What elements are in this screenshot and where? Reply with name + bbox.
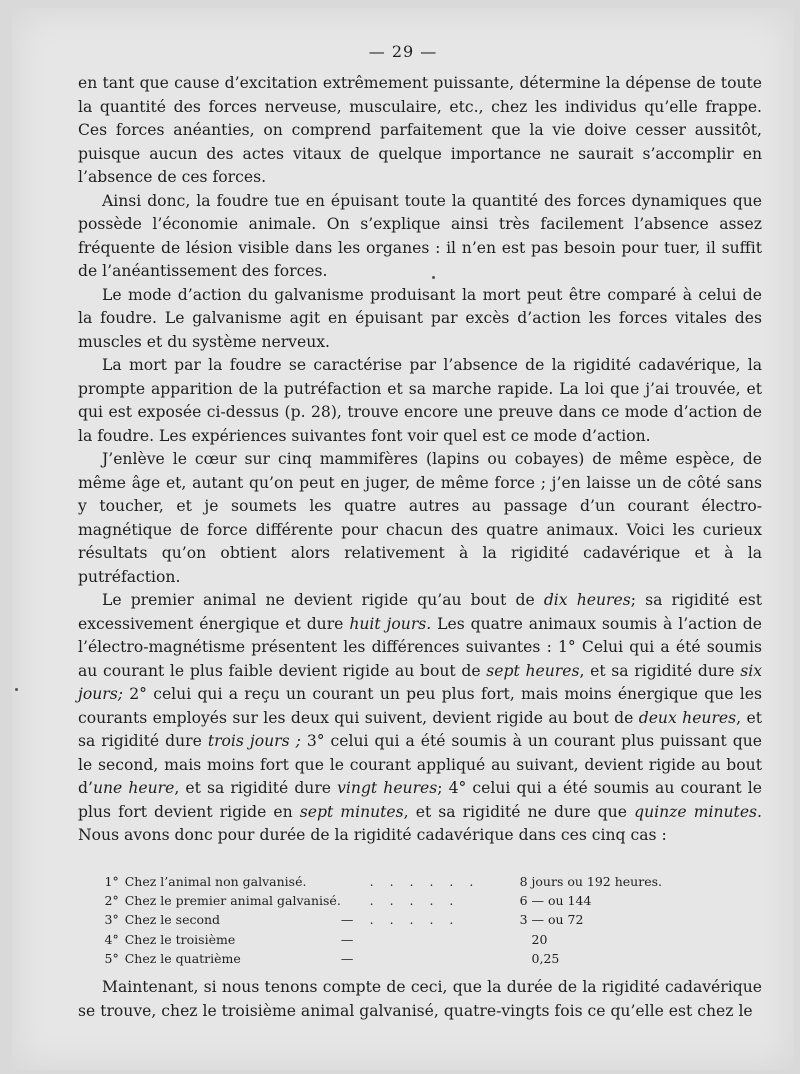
italic-run: sept minutes [299, 802, 404, 821]
italic-run: quinze minutes. [634, 802, 763, 821]
table-row [102, 872, 662, 891]
text-run: , et sa rigidité dure [579, 661, 741, 680]
row-unit: 20 [531, 931, 548, 947]
row-dash: — [340, 950, 354, 966]
table-row [102, 930, 662, 949]
row-subject: Chez le premier animal galvanisé. [124, 893, 341, 909]
book-page [12, 8, 794, 1070]
row-value: 6 [519, 893, 528, 909]
paragraph-2: Ainsi donc, la foudre tue en épuisant toute la quantité des forces dynamiques que possède l’économie animale. On s’explique ainsi très facilement l’absence assez fréquente de lésion visible dans les organes : il n’en est pas besoin pour tuer, il suffit de l’anéantissement des forces. [78, 191, 762, 280]
row-leader-dots: . . . . . [369, 912, 460, 928]
page-body [78, 72, 762, 848]
italic-run: sept heures [486, 661, 580, 680]
text-run: 3° celui qui a été soumis à un courant plus puissant que le second, mais moins fort que le courant appliqué au suivant, devient rigide au bout d’ [78, 732, 762, 797]
table-row [102, 891, 662, 910]
print-speck [15, 688, 18, 691]
page-tail [78, 976, 762, 1023]
row-leader-dots [370, 949, 515, 968]
table-row [102, 949, 662, 968]
text-run: , et sa rigidité dure [174, 779, 338, 797]
row-dash: — [340, 912, 354, 928]
print-speck [432, 276, 435, 279]
row-dash: — [340, 931, 354, 947]
row-leader-dots: . . . . . . [369, 874, 480, 889]
row-subject: Chez l’animal non galvanisé. [124, 874, 307, 889]
table-row [102, 910, 662, 929]
row-subject: Chez le troisième [124, 931, 236, 947]
row-unit: jours ou 192 heures. [531, 874, 662, 889]
paragraph-6 [78, 589, 762, 848]
text-run: Nous avons donc pour durée de la rigidité cadavérique dans ces cinq cas : [78, 826, 667, 844]
row-value: 3 [519, 912, 528, 928]
paragraph-3: Le mode d’action du galvanisme produisant la mort peut être comparé à celui de la foudre. Le galvanisme agit en épuisant par excès d’action les forces vitales des muscles et du système nerveux. [78, 285, 762, 351]
text-run: , et sa rigidité ne dure que [403, 802, 635, 821]
italic-run: dix heures [543, 591, 631, 609]
row-value [514, 930, 527, 949]
italic-run: huit jours. [349, 614, 432, 633]
row-subject: Chez le second [124, 912, 221, 928]
row-leader-dots [370, 930, 515, 949]
row-unit: — ou 144 [531, 893, 592, 909]
text-run: Les quatre animaux soumis à l’action de l’électro-magnétisme présentent les différences suivantes : 1° Celui qui a été soumis au courant le plus faible devient rigide au bout de [78, 614, 762, 680]
rigidity-duration-table [102, 872, 662, 968]
italic-run: deux heures [638, 708, 737, 727]
text-run: ; 4° celui qui a été soumis au courant le plus fort devient rigide en [78, 779, 762, 821]
italic-run: trois jours ; [207, 732, 301, 750]
text-run: ; sa rigidité est excessivement énergique et dure [78, 591, 762, 633]
row-dash [341, 872, 370, 891]
row-unit: 0,25 [531, 950, 560, 966]
paragraph-1: en tant que cause d’excitation extrêmement puissante, détermine la dépense de toute la quantité des forces nerveuse, musculaire, etc., chez les individus qu’elle frappe. Ces forces anéanties, on comprend parfaitement que la vie doive cesser aussitôt, puisque aucun des actes vitaux de quelque importance ne saurait s’accomplir en l’absence de ces forces. [78, 74, 762, 186]
paragraph-4: La mort par la foudre se caractérise par l’absence de la rigidité cadavérique, la prompte apparition de la putréfaction et sa marche rapide. La loi que j’ai trouvée, et qui est exposée ci-dessus (p. 28), trouve encore une preuve dans ce mode d’action de la foudre. Les expériences suivantes font voir quel est ce mode d’action. [78, 356, 762, 445]
row-value: 8 [519, 874, 528, 889]
italic-run: une heure [92, 779, 175, 797]
row-number: 2° [104, 893, 119, 909]
text-run: 2° celui qui a reçu un courant un peu plus fort, mais moins énergique que les courants employés sur les deux qui suivent, devient rigide au bout de [78, 685, 762, 727]
row-leader-dots: . . . . . [369, 893, 460, 909]
row-subject: Chez le quatrième [124, 950, 241, 966]
row-number: 3° [104, 912, 119, 928]
row-unit: — ou 72 [531, 912, 584, 928]
row-number: 4° [104, 931, 119, 947]
row-value [514, 949, 527, 968]
paragraph-5: J’enlève le cœur sur cinq mammifères (lapins ou cobayes) de même espèce, de même âge et, autant qu’on peut en juger, de même force ; j’en laisse un de côté sans y toucher, et je soumets les quatre autres au passage d’un courant électro-magnétique de force différente pour chacun des quatre animaux. Voici les curieux résultats qu’on obtient alors relativement à la rigidité cadavérique et à la putréfaction. [78, 450, 762, 586]
text-run: , et sa rigidité dure [78, 708, 762, 750]
row-number: 5° [104, 950, 119, 966]
page-number: — 29 — [368, 42, 438, 61]
italic-run: six jours; [78, 661, 763, 703]
italic-run: vingt heures [337, 779, 438, 797]
text-run: Le premier animal ne devient rigide qu’au bout de [102, 591, 544, 609]
row-dash [341, 891, 370, 910]
paragraph-7: Maintenant, si nous tenons compte de ceci, que la durée de la rigidité cadavérique se trouve, chez le troisième animal galvanisé, quatre-vingts fois ce qu’elle est chez le [78, 978, 762, 1020]
row-number: 1° [104, 874, 119, 889]
